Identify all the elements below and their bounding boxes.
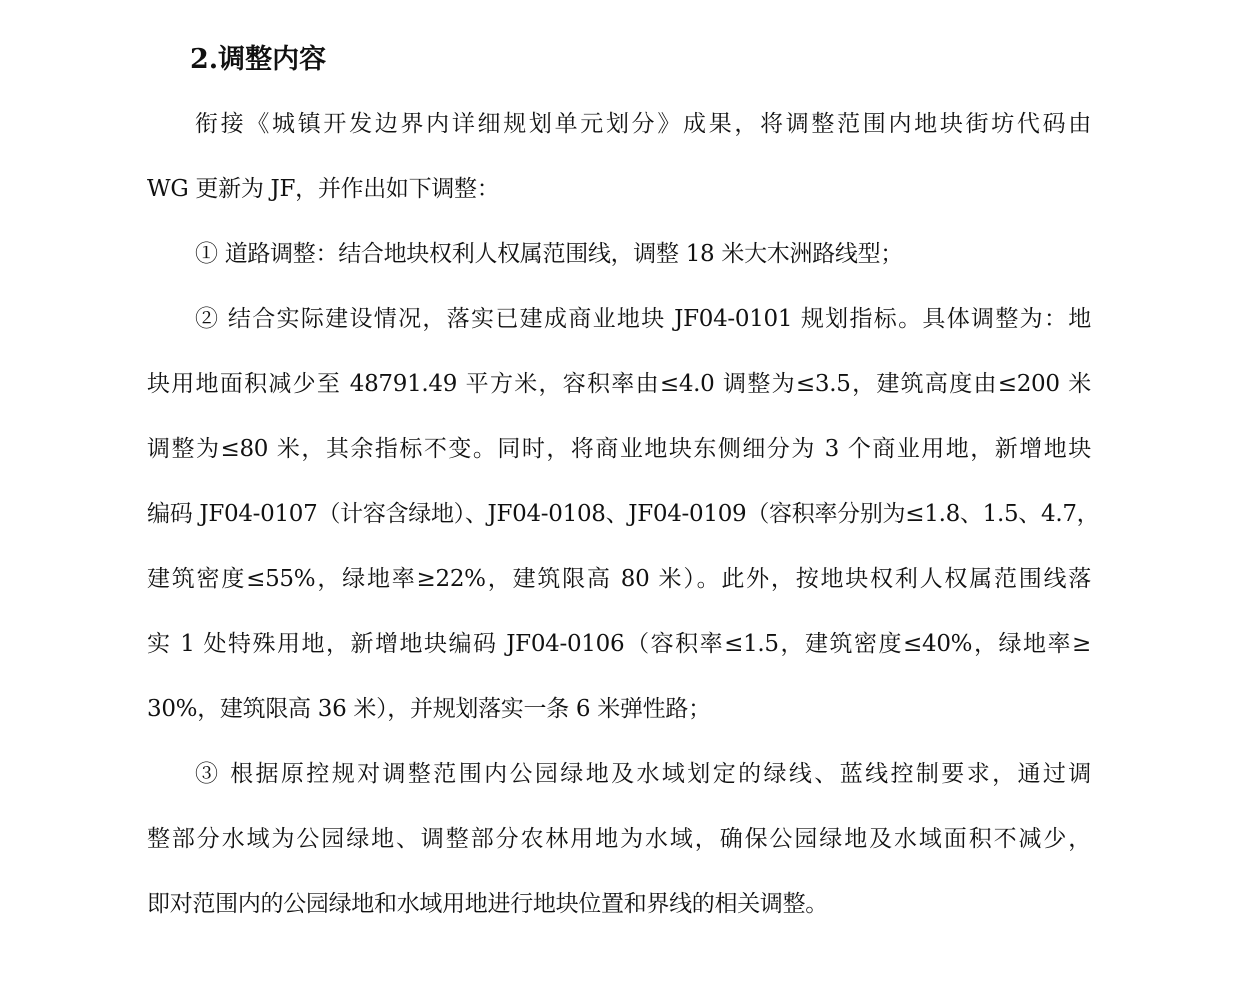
item-3-line-3: 即对范围内的公园绿地和水域用地进行地块位置和界线的相关调整。 [147,891,829,917]
section-heading: 2.调整内容 [190,44,327,75]
paragraph-intro-line-1: 衔接《城镇开发边界内详细规划单元划分》成果，将调整范围内地块街坊代码由 [195,111,1091,137]
item-2-line-2: 块用地面积减少至 48791.49 平方米，容积率由≤4.0 调整为≤3.5，建筑高度由≤200 米 [147,371,1091,397]
item-2-line-4: 编码 JF04-0107（计容含绿地）、JF04-0108、JF04-0109（容积率分别为≤1.8、1.5、4.7， [147,501,1100,527]
item-2-line-1: ② 结合实际建设情况，落实已建成商业地块 JF04-0101 规划指标。具体调整为：地 [195,306,1091,332]
item-2-line-6: 实 1 处特殊用地，新增地块编码 JF04-0106（容积率≤1.5，建筑密度≤40%，绿地率≥ [147,631,1091,657]
item-1-road-adjustment: ① 道路调整：结合地块权利人权属范围线，调整 18 米大木洲路线型； [195,241,904,267]
paragraph-intro-line-2: WG 更新为 JF，并作出如下调整： [147,176,500,202]
item-2-line-7: 30%，建筑限高 36 米），并规划落实一条 6 米弹性路； [147,696,711,722]
item-3-line-2: 整部分水域为公园绿地、调整部分农林用地为水域，确保公园绿地及水域面积不减少， [147,826,1091,852]
item-2-line-3: 调整为≤80 米，其余指标不变。同时，将商业地块东侧细分为 3 个商业用地，新增地块 [147,436,1091,462]
item-2-line-5: 建筑密度≤55%，绿地率≥22%，建筑限高 80 米）。此外，按地块权利人权属范围线落 [147,566,1091,592]
item-3-line-1: ③ 根据原控规对调整范围内公园绿地及水域划定的绿线、蓝线控制要求，通过调 [195,761,1091,787]
